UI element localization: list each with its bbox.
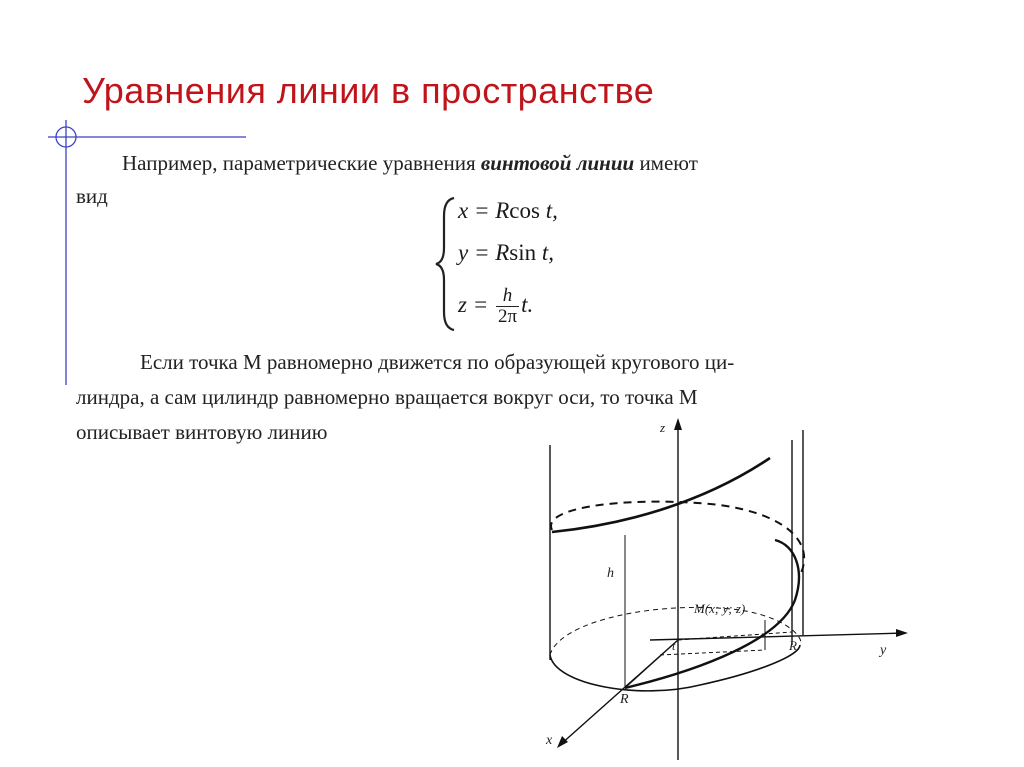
x-axis-arrow-icon bbox=[557, 736, 568, 748]
cylinder-bottom-back-ellipse bbox=[550, 607, 801, 655]
eq-y-arg: t, bbox=[536, 240, 555, 265]
paragraph1-line2: вид bbox=[76, 184, 108, 208]
eq-x-fn: cos bbox=[509, 198, 540, 223]
paragraph2-line3: описывает винтовую линию bbox=[76, 420, 328, 444]
label-z: z bbox=[660, 420, 666, 435]
slide-title: Уравнения линии в пространстве bbox=[82, 70, 655, 111]
paragraph2-line1: Если точка M равномерно движется по образующей кругового ци- bbox=[140, 350, 735, 374]
eq-z-denominator: 2π bbox=[497, 306, 518, 327]
eq-y-lhs: y = R bbox=[458, 240, 510, 265]
paragraph1-end: имеют bbox=[634, 151, 698, 175]
eq-x-arg: t, bbox=[539, 198, 558, 223]
y-axis-arrow-icon bbox=[896, 629, 908, 637]
eq-y-fn: sin bbox=[509, 240, 537, 265]
label-R-bottom: R bbox=[620, 692, 629, 707]
label-h: h bbox=[607, 566, 614, 581]
label-y: y bbox=[880, 643, 887, 658]
label-point-M: M(x; y; z) bbox=[694, 601, 746, 616]
helix-term: винтовой линии bbox=[480, 151, 635, 175]
label-R-right: R bbox=[789, 638, 797, 653]
eq-z-lhs: z = bbox=[458, 291, 494, 317]
eq-z-numerator: h bbox=[496, 286, 519, 307]
point-projection-line-2 bbox=[660, 650, 765, 655]
helix-curve-upper bbox=[552, 458, 770, 532]
paragraph1-start: Например, параметрические уравнения bbox=[122, 151, 481, 175]
paragraph2-line2: линдра, а сам цилиндр равномерно вращается вокруг оси, то точка M bbox=[76, 385, 698, 409]
eq-z-tail: t. bbox=[521, 291, 534, 317]
label-x: x bbox=[546, 733, 553, 748]
eq-x-lhs: x = R bbox=[458, 198, 510, 223]
z-axis-arrow-icon bbox=[674, 418, 682, 430]
label-t: t bbox=[672, 639, 676, 653]
